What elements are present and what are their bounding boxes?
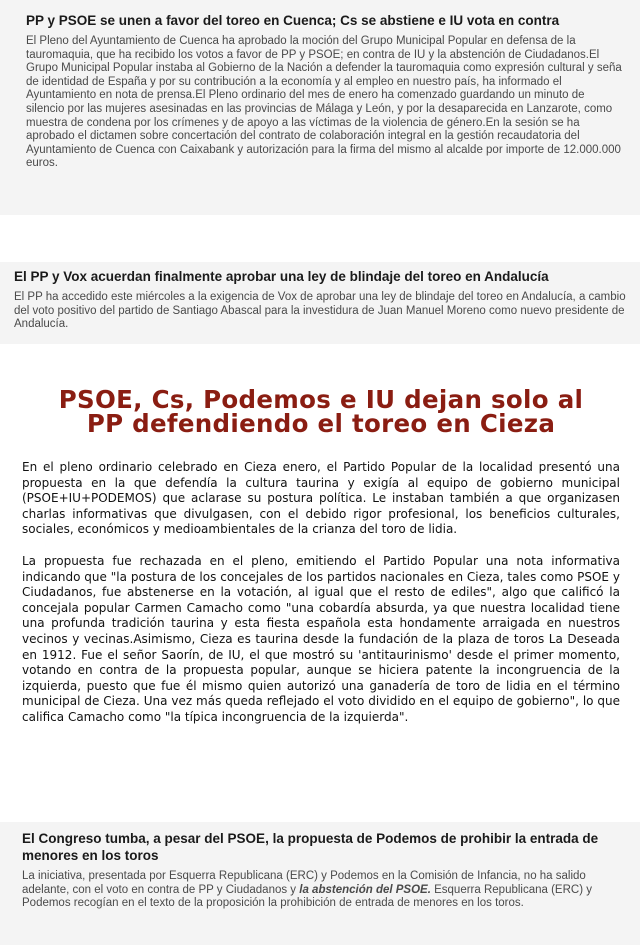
cieza-headline-line2: PP defendiendo el toreo en Cieza: [86, 409, 556, 438]
news-clip-cieza: [0, 358, 640, 813]
andalucia-headline: El PP y Vox acuerdan finalmente aprobar una ley de blindaje del toreo en Andalucía: [14, 269, 549, 284]
congreso-body: [22, 870, 624, 911]
congreso-body-part2: Esquerra Republicana (ERC) y Podemos recogían en el texto de la proposición la prohibición de entrada de menores en los toros.: [22, 883, 592, 910]
cuenca-headline: PP y PSOE se unen a favor del toreo en Cuenca; Cs se abstiene e IU vota en contra: [26, 13, 560, 28]
cieza-headline: [22, 385, 620, 438]
andalucia-body: El PP ha accedido este miércoles a la exigencia de Vox de aprobar una ley de blindaje del toreo en Andalucía, a cambio del voto positivo del partido de Santiago Abascal para la investidura de Juan Manuel Moreno como nuevo presidente de Andalucía.: [14, 291, 626, 331]
cieza-headline-line1: PSOE, Cs, Podemos e IU dejan solo al: [58, 385, 584, 414]
cuenca-body: El Pleno del Ayuntamiento de Cuenca ha aprobado la moción del Grupo Municipal Popular en defensa de la tauromaquia, que ha recibido los votos a favor de PP y PSOE; en contra de IU y la abstención de Ciudadanos.El Grupo Municipal Popular instaba al Gobierno de la Nación a defender la tauromaquia como expresión cultural y seña de identidad de España y por su contribución a la economía y al empleo en nuestro país, ha informado el Ayuntamiento en nota de prensa.El Pleno ordinario del mes de enero ha comenzado guardando un minuto de silencio por las mujeres asesinadas en las provincias de Málaga y León, y por la desaparecida en Lanzarote, como muestra de condena por los crímenes y de apoyo a las víctimas de la violencia de género.En la sesión se ha aprobado el dictamen sobre concertación del contrato de colaboración integral en la gestión recaudatoria del Ayuntamiento de Cuenca con Caixabank y autorización para la firma del mismo al alcalde por importe de 12.000.000 euros.: [26, 35, 622, 170]
news-clip-congreso: [0, 822, 640, 945]
cieza-paragraph-2: La propuesta fue rechazada en el pleno, emitiendo el Partido Popular una nota informativa indicando que "la postura de los concejales de los partidos nacionales en Cieza, tales como PSOE y Ciudadanos, fue abstenerse en la votación, al igual que el resto de ediles", algo que calificó la concejala popular Carmen Camacho como "una cobardía absurda, ya que nuestra localidad tiene una profunda tradición taurina y esta fiesta española esta hondamente arraigada en nuestros vecinos y vecinas.Asimismo, Cieza es taurina desde la fundación de la plaza de toros La Deseada en 1912. Fue el señor Saorín, de IU, el que mostró su 'antitaurinismo' desde el primer momento, votando en contra de la propuesta popular, aunque se hiciera patente la incongruencia de la izquierda, puesto que fue él mismo quien autorizó una ganadería de toro de lidia en el término municipal de Cieza. Una vez más queda reflejado el voto dividido en el equipo de gobierno", lo que califica Camacho como "la típica incongruencia de la izquierda".: [22, 553, 620, 724]
news-clip-andalucia: [0, 262, 640, 344]
congreso-body-part1: La iniciativa, presentada por Esquerra Republicana (ERC) y Podemos en la Comisión de Infancia, no ha salido adelante, con el voto en contra de PP y Ciudadanos y: [22, 870, 586, 896]
news-clip-cuenca: [0, 0, 640, 215]
cieza-paragraph-1: En el pleno ordinario celebrado en Cieza enero, el Partido Popular de la localidad presentó una propuesta en la que defendía la cultura taurina y exigía al equipo de gobierno municipal (PSOE+IU+PODEMOS) que aclarase su postura política. Le instaban también a que organizasen charlas informativas que divulgasen, con el debido rigor profesional, los beneficios culturales, sociales, económicos y medioambientales de la crianza del toro de lidia.: [22, 460, 620, 537]
congreso-body-emphasis: la abstención del PSOE.: [299, 883, 431, 896]
congreso-headline: El Congreso tumba, a pesar del PSOE, la propuesta de Podemos de prohibir la entrada de menores en los toros: [22, 831, 599, 863]
